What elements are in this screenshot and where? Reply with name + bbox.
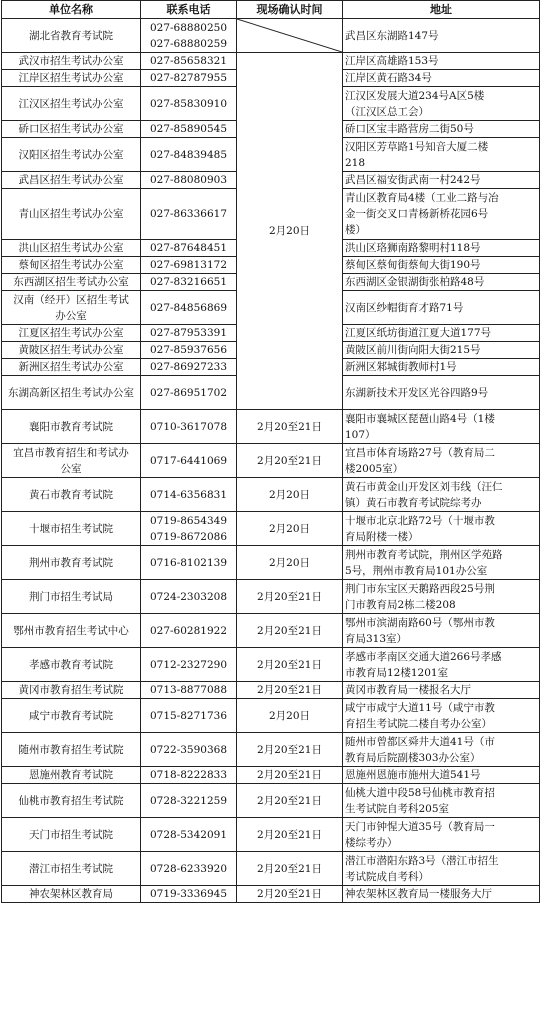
- confirm-time-cell: 2月20至21日: [237, 410, 343, 444]
- unit-name-cell: 黄陂区招生考试办公室: [2, 342, 141, 359]
- phone-cell: 0728-5342091: [141, 818, 237, 852]
- phone-cell: 0714-6356831: [141, 478, 237, 512]
- unit-name-cell: 随州市教育招生考试院: [2, 733, 141, 767]
- phone-cell: 0722-3590368: [141, 733, 237, 767]
- address-cell: 武昌区东湖路147号: [343, 19, 540, 53]
- phone-cell: 0717-6441069: [141, 444, 237, 478]
- phone-cell: 027-84839485: [141, 138, 237, 172]
- address-cell: 洪山区珞狮南路黎明村118号: [343, 240, 540, 257]
- table-row: [2, 410, 540, 444]
- phone-cell: 027-86336617: [141, 189, 237, 240]
- address-cell: 青山区教育局4楼（工业二路与冶 金一街交叉口青杨新桥花园6号 楼）: [343, 189, 540, 240]
- table-row: [2, 614, 540, 648]
- phone-cell: 027-83216651: [141, 274, 237, 291]
- phone-cell: 027-85937656: [141, 342, 237, 359]
- phone-cell: 0719-8654349 0719-8672086: [141, 512, 237, 546]
- address-cell: 江夏区纸坊街道江夏大道177号: [343, 325, 540, 342]
- unit-name-cell: 黄石市教育考试院: [2, 478, 141, 512]
- table-body: [2, 19, 540, 903]
- confirm-time-cell: 2月20至21日: [237, 733, 343, 767]
- address-cell: 江汉区发展大道234号A区5楼 （江汉区总工会）: [343, 87, 540, 121]
- phone-cell: 0719-3336945: [141, 886, 237, 903]
- phone-cell: 027-84856869: [141, 291, 237, 325]
- table-row: [2, 53, 540, 70]
- unit-name-cell: 江夏区招生考试办公室: [2, 325, 141, 342]
- unit-name-cell: 神农架林区教育局: [2, 886, 141, 903]
- address-cell: 东湖新技术开发区光谷四路9号: [343, 376, 540, 410]
- unit-name-cell: 武汉市招生考试办公室: [2, 53, 141, 70]
- phone-cell: 027-86951702: [141, 376, 237, 410]
- unit-name-cell: 东西湖区招生考试办公室: [2, 274, 141, 291]
- unit-name-cell: 洪山区招生考试办公室: [2, 240, 141, 257]
- phone-cell: 027-68880250 027-68880259: [141, 19, 237, 53]
- table-row: [2, 444, 540, 478]
- confirm-time-cell: 2月20日: [237, 512, 343, 546]
- unit-name-cell: 新洲区招生考试办公室: [2, 359, 141, 376]
- confirm-time-cell: 2月20至21日: [237, 580, 343, 614]
- phone-cell: 027-86927233: [141, 359, 237, 376]
- table-row: [2, 648, 540, 682]
- phone-cell: 027-85830910: [141, 87, 237, 121]
- confirm-time-cell: 2月20至21日: [237, 444, 343, 478]
- table-row: [2, 886, 540, 903]
- phone-cell: 027-85658321: [141, 53, 237, 70]
- phone-cell: 0718-8222833: [141, 767, 237, 784]
- confirm-time-cell: 2月20至21日: [237, 852, 343, 886]
- table-row: [2, 478, 540, 512]
- confirm-time-cell: 2月20至21日: [237, 886, 343, 903]
- table-row: [2, 699, 540, 733]
- address-cell: 黄冈市教育局一楼报名大厅: [343, 682, 540, 699]
- header-unit-name: 单位名称: [2, 1, 141, 19]
- phone-cell: 0710-3617078: [141, 410, 237, 444]
- phone-cell: 0716-8102139: [141, 546, 237, 580]
- phone-cell: 0712-2327290: [141, 648, 237, 682]
- confirm-time-cell: 2月20至21日: [237, 614, 343, 648]
- table-row: [2, 580, 540, 614]
- confirm-time-cell: 2月20至21日: [237, 767, 343, 784]
- table-row: [2, 512, 540, 546]
- address-cell: 江岸区黄石路34号: [343, 70, 540, 87]
- phone-cell: 027-87648451: [141, 240, 237, 257]
- address-cell: 襄阳市襄城区琵琶山路4号（1楼 107）: [343, 410, 540, 444]
- unit-name-cell: 青山区招生考试办公室: [2, 189, 141, 240]
- unit-name-cell: 东湖高新区招生考试办公室: [2, 376, 141, 410]
- confirm-time-cell: 2月20至21日: [237, 682, 343, 699]
- table-row: [2, 818, 540, 852]
- confirm-time-cell: 2月20日: [237, 699, 343, 733]
- confirm-time-cell: 2月20至21日: [237, 784, 343, 818]
- unit-name-cell: 鄂州市教育招生考试中心: [2, 614, 141, 648]
- address-cell: 硚口区宝丰路营房二街50号: [343, 121, 540, 138]
- unit-name-cell: 硚口区招生考试办公室: [2, 121, 141, 138]
- table-row: [2, 546, 540, 580]
- phone-cell: 027-82787955: [141, 70, 237, 87]
- wuhan-confirm-time-cell: 2月20日: [237, 53, 343, 410]
- address-cell: 鄂州市滨湖南路60号（鄂州市教 育局313室）: [343, 614, 540, 648]
- address-cell: 恩施州恩施市施州大道541号: [343, 767, 540, 784]
- confirm-time-cell: 2月20至21日: [237, 648, 343, 682]
- unit-name-cell: 汉南（经开）区招生考试 办公室: [2, 291, 141, 325]
- address-cell: 黄石市黄金山开发区刘韦线（汪仁 镇）黄石市教育考试院综考办: [343, 478, 540, 512]
- address-cell: 汉阳区芳草路1号知音大厦二楼 218: [343, 138, 540, 172]
- table-row: [2, 19, 540, 53]
- unit-name-cell: 仙桃市教育招生考试院: [2, 784, 141, 818]
- phone-cell: 0713-8877088: [141, 682, 237, 699]
- phone-cell: 0715-8271736: [141, 699, 237, 733]
- phone-cell: 027-85890545: [141, 121, 237, 138]
- unit-name-cell: 湖北省教育考试院: [2, 19, 141, 53]
- address-cell: 神农架林区教育局一楼服务大厅: [343, 886, 540, 903]
- unit-name-cell: 荆州市教育考试院: [2, 546, 141, 580]
- blank-diagonal-cell: [237, 19, 343, 53]
- header-phone: 联系电话: [141, 1, 237, 19]
- table-row: [2, 767, 540, 784]
- phone-cell: 0728-6233920: [141, 852, 237, 886]
- table-row: [2, 733, 540, 767]
- address-cell: 江岸区高雄路153号: [343, 53, 540, 70]
- header-address: 地址: [343, 1, 540, 19]
- address-cell: 荆门市东宝区天鹅路西段25号荆 门市教育局2栋二楼208: [343, 580, 540, 614]
- address-cell: 武昌区福安街武南一村242号: [343, 172, 540, 189]
- unit-name-cell: 江岸区招生考试办公室: [2, 70, 141, 87]
- address-cell: 东西湖区金银湖街张柏路48号: [343, 274, 540, 291]
- unit-name-cell: 十堰市招生考试院: [2, 512, 141, 546]
- confirm-time-cell: 2月20至21日: [237, 818, 343, 852]
- unit-name-cell: 孝感市教育考试院: [2, 648, 141, 682]
- address-cell: 十堰市北京北路72号（十堰市教 育局附楼一楼）: [343, 512, 540, 546]
- address-cell: 仙桃大道中段58号仙桃市教育招 生考试院自考科205室: [343, 784, 540, 818]
- unit-name-cell: 咸宁市教育考试院: [2, 699, 141, 733]
- table-row: [2, 784, 540, 818]
- diagonal-line: [237, 19, 342, 52]
- phone-cell: 0724-2303208: [141, 580, 237, 614]
- address-cell: 咸宁市咸宁大道11号（咸宁市教 育招生考试院二楼自考办公室）: [343, 699, 540, 733]
- phone-cell: 027-87953391: [141, 325, 237, 342]
- header-row: [2, 1, 540, 19]
- address-cell: 蔡甸区蔡甸街蔡甸大街190号: [343, 257, 540, 274]
- unit-name-cell: 蔡甸区招生考试办公室: [2, 257, 141, 274]
- address-cell: 天门市钟惺大道35号（教育局一 楼综考办）: [343, 818, 540, 852]
- table-row: [2, 682, 540, 699]
- exam-confirmation-table: [1, 0, 540, 903]
- confirm-time-cell: 2月20日: [237, 478, 343, 512]
- phone-cell: 027-88080903: [141, 172, 237, 189]
- address-cell: 黄陂区前川街向阳大街215号: [343, 342, 540, 359]
- unit-name-cell: 恩施州教育考试院: [2, 767, 141, 784]
- unit-name-cell: 黄冈市教育招生考试院: [2, 682, 141, 699]
- header-confirm-time: 现场确认时间: [237, 1, 343, 19]
- unit-name-cell: 襄阳市教育考试院: [2, 410, 141, 444]
- address-cell: 宜昌市体育场路27号（教育局二 楼2005室）: [343, 444, 540, 478]
- unit-name-cell: 江汉区招生考试办公室: [2, 87, 141, 121]
- address-cell: 随州市曾都区舜井大道41号（市 教育局后院副楼303办公室）: [343, 733, 540, 767]
- unit-name-cell: 潜江市招生考试院: [2, 852, 141, 886]
- address-cell: 汉南区纱帽街育才路71号: [343, 291, 540, 325]
- unit-name-cell: 天门市招生考试院: [2, 818, 141, 852]
- unit-name-cell: 宜昌市教育招生和考试办 公室: [2, 444, 141, 478]
- address-cell: 孝感市孝南区交通大道266号孝感 市教育局12楼1201室: [343, 648, 540, 682]
- unit-name-cell: 武昌区招生考试办公室: [2, 172, 141, 189]
- unit-name-cell: 荆门市招生考试局: [2, 580, 141, 614]
- address-cell: 荆州市教育考试院，荆州区学苑路 5号，荆州市教育局101办公室: [343, 546, 540, 580]
- phone-cell: 0728-3221259: [141, 784, 237, 818]
- address-cell: 新洲区邾城街教师村1号: [343, 359, 540, 376]
- address-cell: 潜江市潜阳东路3号（潜江市招生 考试院成自考科）: [343, 852, 540, 886]
- unit-name-cell: 汉阳区招生考试办公室: [2, 138, 141, 172]
- confirm-time-cell: 2月20日: [237, 546, 343, 580]
- table-row: [2, 852, 540, 886]
- phone-cell: 027-69813172: [141, 257, 237, 274]
- phone-cell: 027-60281922: [141, 614, 237, 648]
